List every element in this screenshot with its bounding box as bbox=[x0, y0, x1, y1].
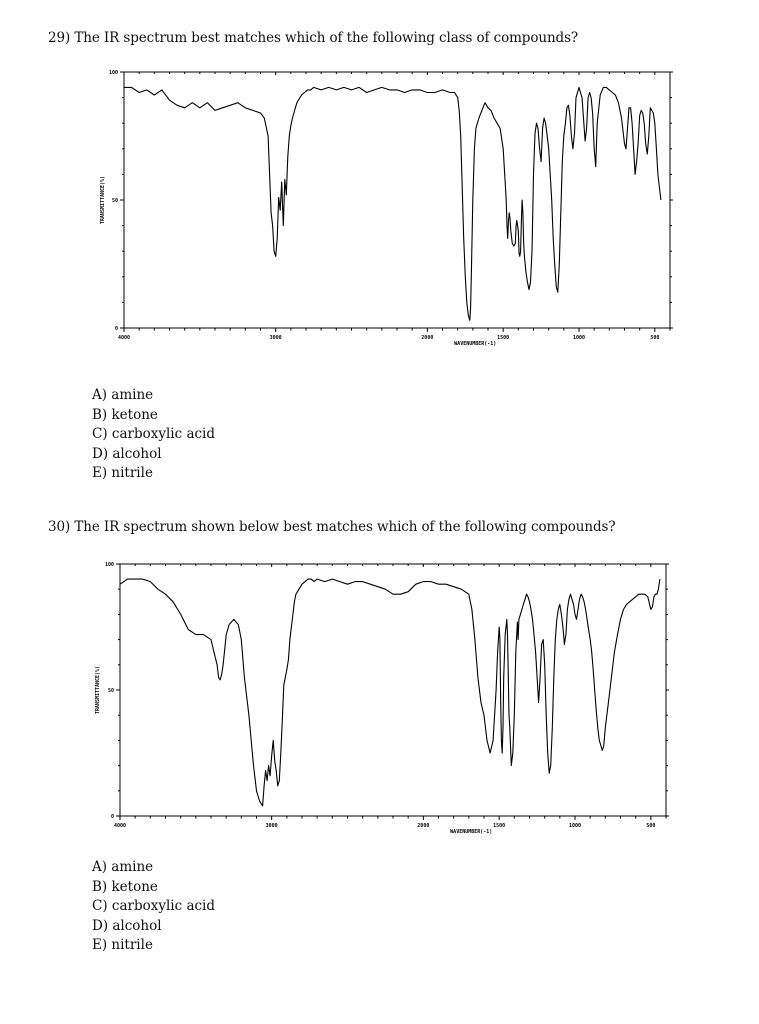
option-c[interactable]: C) carboxylic acid bbox=[92, 426, 216, 443]
x-tick-label: 1500 bbox=[497, 335, 510, 341]
x-axis-title: WAVENUMBER(-1) bbox=[454, 341, 497, 347]
y-tick-label: 0 bbox=[114, 326, 118, 332]
option-c[interactable]: C) carboxylic acid bbox=[92, 898, 216, 915]
option-a[interactable]: A) amine bbox=[92, 859, 154, 875]
y-tick-label: 50 bbox=[111, 198, 118, 204]
option-e[interactable]: E) nitrile bbox=[92, 465, 153, 482]
spectrum-line bbox=[120, 579, 660, 806]
question-29-text: 29) The IR spectrum best matches which of the following class of compounds? bbox=[48, 30, 579, 46]
ir-spectrum-svg-30 bbox=[0, 551, 759, 851]
x-tick-label: 500 bbox=[650, 335, 660, 341]
x-tick-label: 3000 bbox=[269, 335, 282, 341]
option-b[interactable]: B) ketone bbox=[92, 406, 158, 423]
option-d[interactable]: D) alcohol bbox=[92, 445, 162, 462]
option-a[interactable]: A) amine bbox=[92, 387, 154, 403]
option-b[interactable]: B) ketone bbox=[92, 878, 158, 895]
x-tick-label: 3000 bbox=[265, 823, 278, 829]
question-30-text: 30) The IR spectrum shown below best matches which of the following compounds? bbox=[48, 519, 616, 535]
y-tick-label: 100 bbox=[108, 70, 118, 76]
option-d[interactable]: D) alcohol bbox=[92, 917, 162, 934]
y-tick-label: 0 bbox=[110, 814, 114, 820]
x-tick-label: 1000 bbox=[572, 335, 586, 341]
x-tick-label: 1000 bbox=[568, 823, 582, 829]
ir-spectrum-svg-29 bbox=[0, 60, 759, 360]
x-tick-label: 2000 bbox=[421, 335, 434, 341]
x-tick-label: 2000 bbox=[417, 823, 430, 829]
x-tick-label: 4000 bbox=[113, 823, 127, 829]
x-axis-title: WAVENUMBER(-1) bbox=[450, 829, 493, 835]
answer-options-30 bbox=[92, 858, 215, 956]
ir-spectrum-chart-30 bbox=[0, 551, 759, 851]
plot-frame bbox=[124, 72, 670, 328]
x-tick-label: 4000 bbox=[117, 335, 131, 341]
ir-spectrum-chart-29 bbox=[0, 60, 759, 360]
y-tick-label: 50 bbox=[107, 688, 114, 694]
y-axis-title: TRANSMITTANCE(%) bbox=[100, 175, 106, 225]
option-e[interactable]: E) nitrile bbox=[92, 937, 153, 954]
x-tick-label: 500 bbox=[646, 823, 656, 829]
y-tick-label: 100 bbox=[104, 562, 114, 568]
spectrum-line bbox=[124, 87, 661, 320]
x-tick-label: 1500 bbox=[493, 823, 506, 829]
y-axis-title: TRANSMITTANCE(%) bbox=[95, 665, 101, 715]
answer-options-29 bbox=[92, 386, 215, 484]
